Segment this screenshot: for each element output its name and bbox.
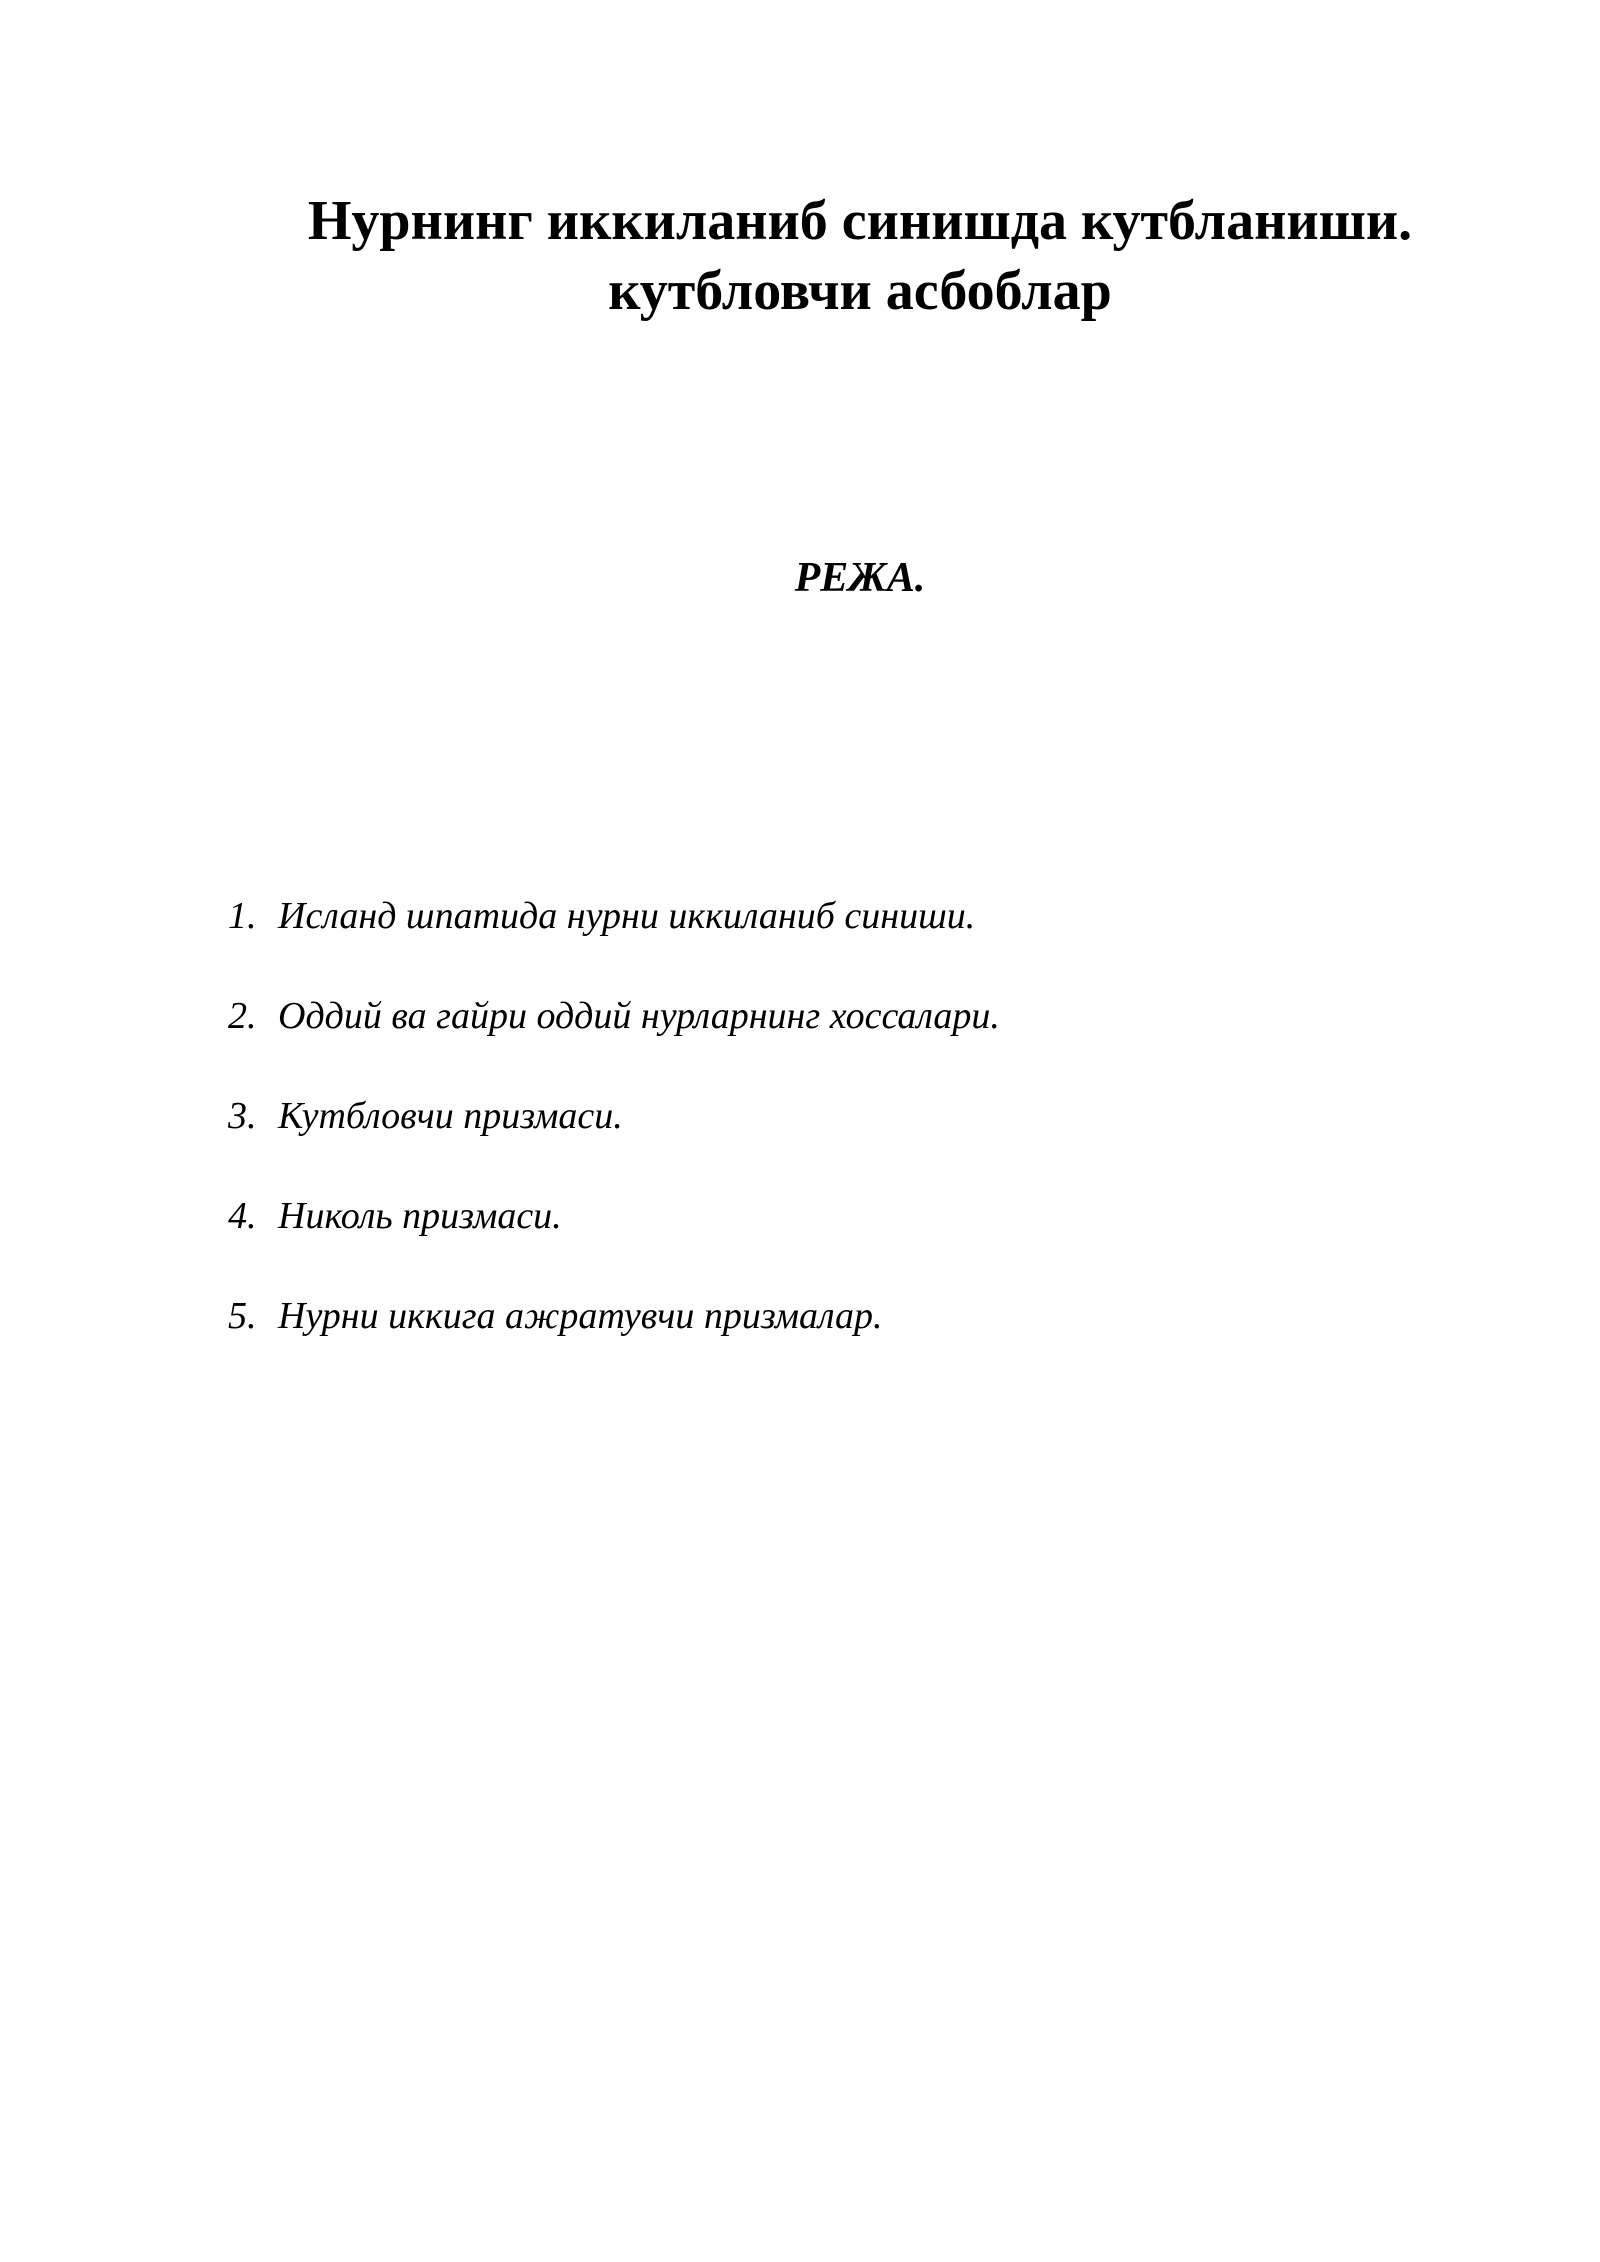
plan-item-text: Николь призмаси. xyxy=(278,1195,562,1237)
plan-item xyxy=(228,1192,1000,1240)
page-title xyxy=(200,186,1520,326)
plan-list xyxy=(228,892,1000,1392)
plan-item-number: 5. xyxy=(228,1295,257,1337)
plan-item-text: Исланд шпатида нурни иккиланиб синиши. xyxy=(278,895,976,937)
plan-item-text: Нурни иккига ажратувчи призмалар. xyxy=(278,1295,883,1337)
plan-item xyxy=(228,992,1000,1040)
plan-heading: РЕЖА. xyxy=(794,555,926,601)
plan-item xyxy=(228,1292,1000,1340)
plan-item xyxy=(228,892,1000,940)
plan-item-number: 2. xyxy=(228,995,257,1037)
plan-item-number: 4. xyxy=(228,1195,257,1237)
plan-item-number: 3. xyxy=(228,1095,257,1137)
plan-item xyxy=(228,1092,1000,1140)
title-line-1: Нурнинг иккиланиб синишда кутбланиши. xyxy=(307,190,1413,252)
plan-item-number: 1. xyxy=(228,895,257,937)
plan-item-text: Кутбловчи призмаси. xyxy=(278,1095,623,1137)
title-line-2: кутбловчи асбоблар xyxy=(608,260,1112,322)
plan-item-text: Оддий ва гайри оддий нурларнинг хоссалари. xyxy=(278,995,1000,1037)
